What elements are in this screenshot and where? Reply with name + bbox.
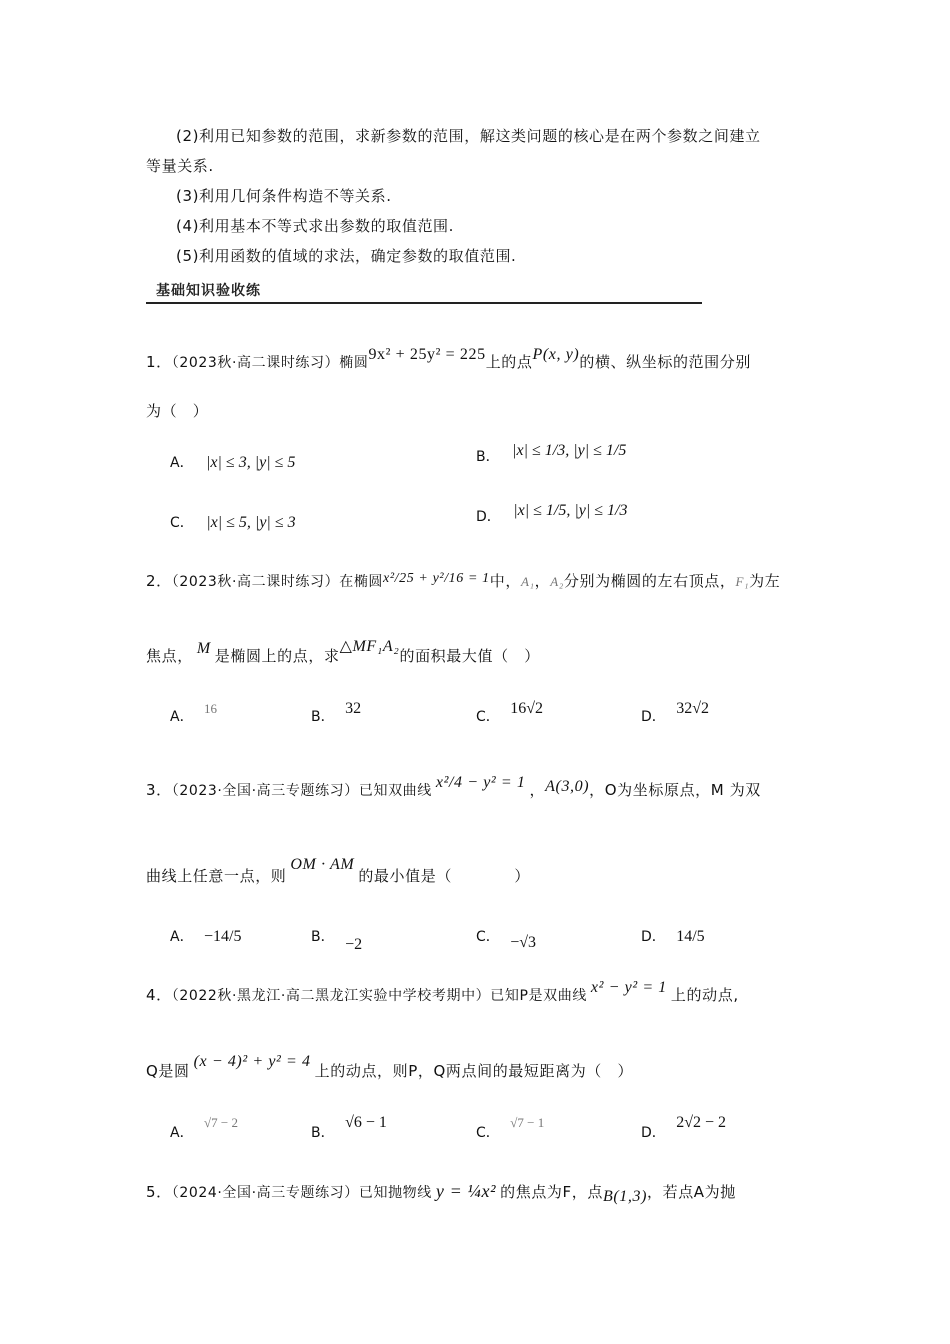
q2-option-b-label: B． (311, 709, 335, 725)
q2-option-b-value: 32 (345, 700, 362, 717)
q2-line-2 (146, 638, 540, 667)
q3-option-a-value: −14/5 (204, 928, 242, 945)
q3-option-b-label: B． (311, 929, 335, 945)
q3-option-c-label: C． (476, 929, 500, 945)
q2-option-d-label: D． (641, 709, 666, 725)
q3-option-c-value: −√3 (510, 934, 537, 951)
question-1 (146, 346, 751, 373)
q2-option-d[interactable] (641, 700, 710, 726)
q2-sep: ， (534, 572, 551, 590)
q2-source: （2023秋·高二课时练习）在椭圆 (171, 574, 384, 590)
q3-option-d-label: D． (641, 929, 666, 945)
question-4 (146, 979, 739, 1006)
q2-mid-1: 中， (489, 572, 521, 590)
q3-option-a-label: A． (170, 929, 194, 945)
q1-source: （2023秋·高二课时练习）椭圆 (171, 355, 369, 371)
q2-option-a-value: 16 (204, 701, 218, 716)
q1-option-b-expr: |x| ≤ 1/3, |y| ≤ 1/5 (512, 442, 627, 459)
q1-option-a-expr: |x| ≤ 3, |y| ≤ 5 (206, 454, 296, 471)
section-heading: 基础知识验收练 (156, 283, 261, 299)
q4-number: 4． (146, 986, 172, 1004)
q4-equation: x² − y² = 1 (590, 979, 667, 996)
q3-point-a: A(3,0) (545, 778, 590, 795)
q1-mid: 上的点 (485, 353, 533, 371)
q4-option-b-value: √6 − 1 (345, 1114, 387, 1131)
q1-option-c-expr: |x| ≤ 5, |y| ≤ 3 (206, 514, 296, 531)
q5-equation: y = ¼x² (435, 1181, 497, 1201)
q3-option-c[interactable] (476, 926, 537, 951)
intro-line-2: 等量关系. (146, 157, 214, 175)
q3-line-2b: 的最小值是（ ） (358, 867, 530, 885)
question-3 (146, 774, 761, 801)
q2-mid-2: 分别为椭圆的左右顶点， (563, 572, 736, 590)
question-2 (146, 571, 780, 593)
section-rule (146, 302, 702, 304)
q4-circle: (x − 4)² + y² = 4 (193, 1053, 311, 1070)
q4-option-a[interactable] (170, 1115, 238, 1142)
q4-tail: 上的动点, (670, 986, 739, 1004)
q4-option-b-label: B． (311, 1125, 335, 1141)
q4-line-2b: 上的动点，则P，Q两点间的最短距离为（ ） (314, 1062, 634, 1080)
q4-option-c[interactable] (476, 1115, 545, 1142)
q1-number: 1． (146, 353, 172, 371)
intro-line-5: (5)利用函数的值域的求法，确定参数的取值范围. (176, 247, 517, 265)
q2-a2: A₂ (550, 574, 564, 589)
q2-option-a-label: A． (170, 709, 194, 725)
q2-m: M (196, 640, 211, 657)
q3-equation: x²/4 − y² = 1 (435, 774, 526, 791)
q3-line-2a: 曲线上任意一点，则 (146, 867, 287, 885)
q4-option-d-label: D． (641, 1125, 666, 1141)
q2-option-c-value: 16√2 (510, 700, 544, 717)
q3-source: （2023·全国·高三专题练习）已知双曲线 (171, 783, 432, 799)
q2-option-a[interactable] (170, 701, 218, 726)
q2-option-b[interactable] (311, 700, 362, 726)
q2-option-c-label: C． (476, 709, 500, 725)
q2-tail: 为左 (749, 572, 781, 590)
q3-option-b[interactable] (311, 926, 363, 953)
q5-point-b: B(1,3) (602, 1188, 647, 1205)
q4-source: （2022秋·黑龙江·高二黑龙江实验中学校考期中）已知P是双曲线 (171, 988, 587, 1004)
q2-f1: F₁ (735, 574, 750, 589)
q1-option-a[interactable] (170, 452, 295, 472)
q1-option-d-label: D． (476, 509, 501, 525)
q2-triangle: △MF₁A₂ (339, 638, 400, 655)
q3-sep: ， (529, 781, 546, 799)
q3-option-d-value: 14/5 (676, 928, 705, 945)
intro-line-1: (2)利用已知参数的范围，求新参数的范围，解这类问题的核心是在两个参数之间建立 (176, 127, 761, 145)
q1-option-c[interactable] (170, 512, 296, 532)
question-5 (146, 1181, 736, 1203)
q2-option-d-value: 32√2 (676, 700, 710, 717)
q4-option-a-label: A． (170, 1125, 194, 1141)
q3-option-d[interactable] (641, 926, 705, 946)
q4-option-c-label: C． (476, 1125, 500, 1141)
q4-option-b[interactable] (311, 1114, 387, 1142)
q5-number: 5． (146, 1183, 172, 1201)
intro-line-3: (3)利用几何条件构造不等关系. (176, 187, 392, 205)
q1-option-d-expr: |x| ≤ 1/5, |y| ≤ 1/3 (513, 502, 628, 519)
q1-line-2: 为（ ） (146, 402, 209, 420)
q1-option-c-label: C． (170, 515, 194, 531)
q4-option-d[interactable] (641, 1114, 727, 1142)
q3-option-b-value: −2 (345, 936, 363, 953)
q3-number: 3． (146, 781, 172, 799)
q3-tail: ，O为坐标原点，M 为双 (589, 781, 761, 799)
q1-option-d[interactable] (476, 500, 628, 525)
q2-option-c[interactable] (476, 700, 544, 726)
q1-option-b[interactable] (476, 440, 627, 465)
q4-option-d-value: 2√2 − 2 (676, 1114, 727, 1131)
q2-number: 2． (146, 572, 172, 590)
q4-line-2a: Q是圆 (146, 1062, 190, 1080)
q4-option-c-value: √7 − 1 (510, 1115, 545, 1130)
q1-option-a-label: A． (170, 455, 194, 471)
q4-line-2 (146, 1053, 634, 1082)
q1-option-b-label: B． (476, 449, 500, 465)
q3-option-a[interactable] (170, 926, 242, 946)
q2-line-2c: 的面积最大值（ ） (399, 647, 540, 665)
q5-source: （2024·全国·高三专题练习）已知抛物线 (171, 1185, 432, 1201)
q1-tail: 的横、纵坐标的范围分别 (579, 353, 751, 371)
q4-option-a-value: √7 − 2 (204, 1115, 238, 1130)
q2-line-2b: 是椭圆上的点，求 (214, 647, 340, 665)
q3-line-2 (146, 856, 530, 887)
q3-dot-product: OM · AM (290, 856, 355, 873)
q1-point: P(x, y) (532, 346, 580, 363)
q2-line-2a: 焦点， (146, 647, 193, 665)
q2-a1: A₁ (520, 574, 535, 589)
q5-tail: ，若点A为抛 (647, 1183, 736, 1201)
q2-equation: x²/25 + y²/16 = 1 (383, 571, 490, 586)
q5-mid: 的焦点为F，点 (500, 1183, 603, 1201)
intro-line-4: (4)利用基本不等式求出参数的取值范围. (176, 217, 455, 235)
q1-equation: 9x² + 25y² = 225 (368, 346, 486, 363)
